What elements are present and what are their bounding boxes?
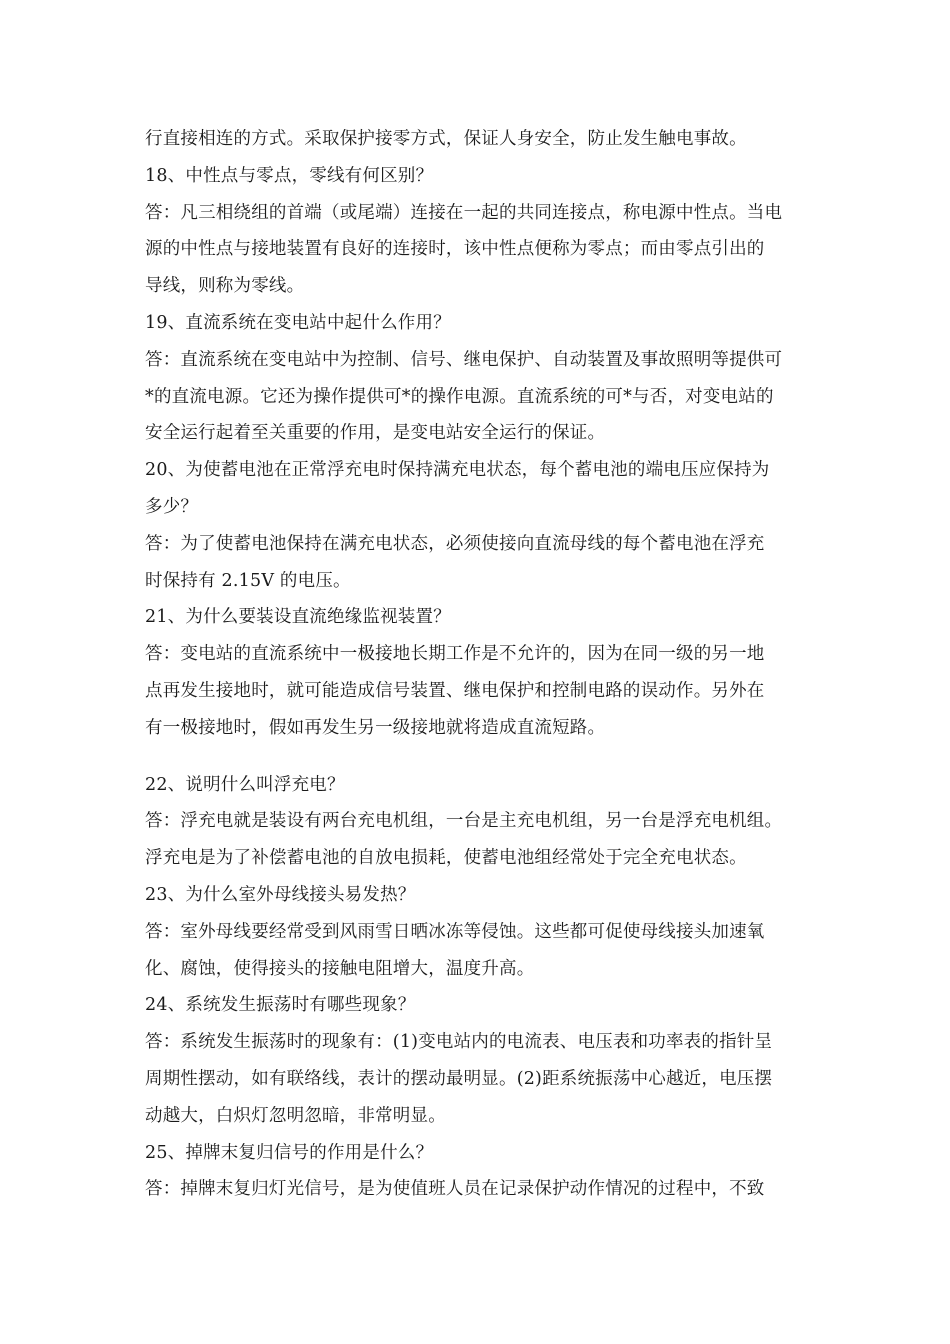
answer-line: 答：变电站的直流系统中一极接地长期工作是不允许的，因为在同一级的另一地 (145, 644, 765, 665)
answer-line: 答：浮充电就是装设有两台充电机组，一台是主充电机组，另一台是浮充电机组。 (145, 811, 783, 832)
question-heading-19: 19、直流系统在变电站中起什么作用？ (145, 312, 451, 333)
answer-line: 周期性摆动，如有联络线，表计的摆动最明显。(2)距系统振荡中心越近，电压摆 (145, 1068, 773, 1089)
answer-line: 源的中性点与接地装置有良好的连接时，该中性点便称为零点；而由零点引出的 (145, 239, 765, 260)
answer-line: 点再发生接地时，就可能造成信号装置、继电保护和控制电路的误动作。另外在 (145, 680, 765, 701)
answer-line: *的直流电源。它还为操作提供可*的操作电源。直流系统的可*与否，对变电站的 (145, 386, 774, 407)
document-page (145, 121, 809, 1208)
question-heading-20: 20、为使蓄电池在正常浮充电时保持满充电状态，每个蓄电池的端电压应保持为 (145, 460, 770, 481)
question-heading-23: 23、为什么室外母线接头易发热？ (145, 884, 416, 905)
text-line: 行直接相连的方式。采取保护接零方式，保证人身安全，防止发生触电事故。 (145, 129, 747, 149)
answer-line: 动越大，白炽灯忽明忽暗，非常明显。 (145, 1105, 446, 1126)
answer-line: 答：系统发生振荡时的现象有：(1)变电站内的电流表、电压表和功率表的指针呈 (145, 1032, 773, 1053)
question-heading-21: 21、为什么要装设直流绝缘监视装置？ (145, 607, 451, 628)
answer-line: 化、腐蚀，使得接头的接触电阻增大，温度升高。 (145, 958, 535, 979)
answer-line: 时保持有 2.15V 的电压。 (145, 570, 351, 591)
question-heading-24: 24、系统发生振荡时有哪些现象？ (145, 995, 416, 1016)
answer-line: 答：为了使蓄电池保持在满充电状态，必须使接向直流母线的每个蓄电池在浮充 (145, 533, 765, 554)
question-heading-25: 25、掉牌末复归信号的作用是什么？ (145, 1142, 434, 1163)
answer-line: 答：直流系统在变电站中为控制、信号、继电保护、自动装置及事故照明等提供可 (145, 349, 783, 370)
answer-line: 答：室外母线要经常受到风雨雪日晒冰冻等侵蚀。这些都可促使母线接头加速氧 (145, 921, 765, 942)
answer-line: 导线，则称为零线。 (145, 276, 305, 297)
question-heading-22: 22、说明什么叫浮充电？ (145, 774, 345, 795)
paragraph-gap (145, 747, 809, 767)
question-heading-20-cont: 多少？ (145, 496, 199, 517)
answer-line: 答：凡三相绕组的首端（或尾端）连接在一起的共同连接点，称电源中性点。当电 (145, 202, 783, 223)
question-heading-18: 18、中性点与零点，零线有何区别？ (145, 165, 434, 186)
answer-line: 有一极接地时，假如再发生另一级接地就将造成直流短路。 (145, 717, 606, 738)
answer-line: 浮充电是为了补偿蓄电池的自放电损耗，使蓄电池组经常处于完全充电状态。 (145, 848, 747, 869)
answer-line: 答：掉牌末复归灯光信号，是为使值班人员在记录保护动作情况的过程中，不致 (145, 1179, 765, 1200)
answer-line: 安全运行起着至关重要的作用，是变电站安全运行的保证。 (145, 423, 606, 444)
